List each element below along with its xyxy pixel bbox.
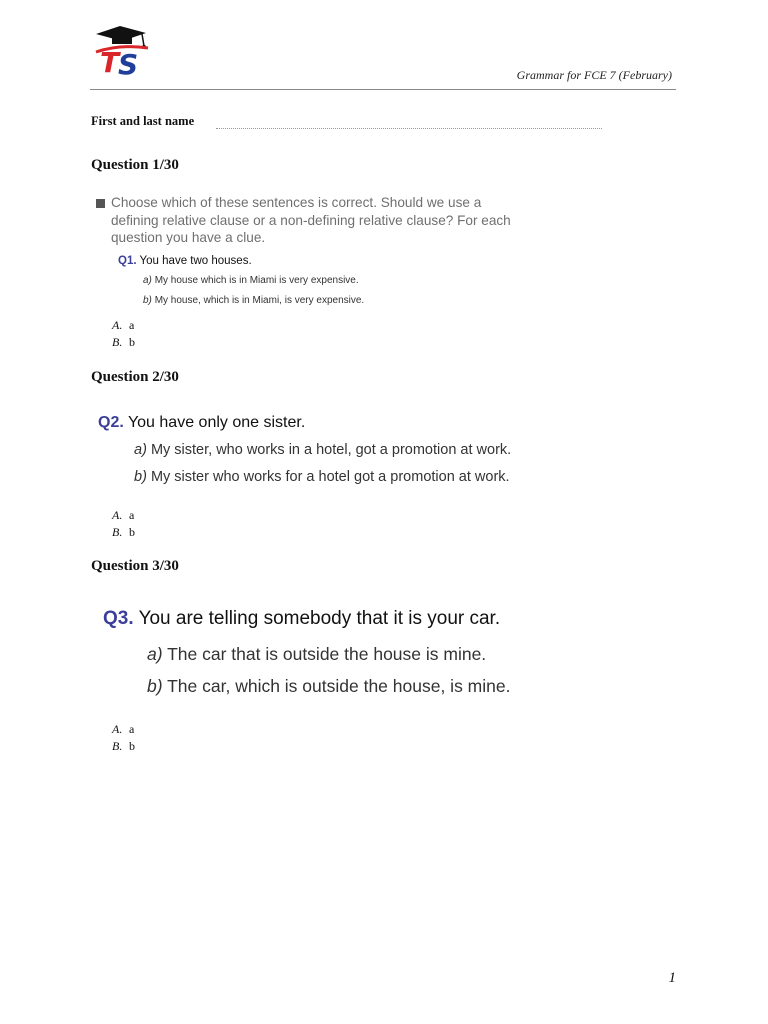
- question-3-option-b: b) The car, which is outside the house, is mine.: [147, 676, 511, 696]
- question-1-answer-b[interactable]: B. b: [112, 335, 135, 349]
- question-2-option-a: a) My sister, who works in a hotel, got a promotion at work.: [134, 442, 512, 458]
- question-1-answer-a[interactable]: A. a: [112, 318, 135, 332]
- question-2-prompt: [98, 414, 305, 432]
- question-2-clue: You have only one sister.: [127, 414, 306, 431]
- svg-text:S: S: [118, 48, 139, 81]
- document-title: Grammar for FCE 7 (February): [516, 68, 672, 82]
- question-2-heading: Question 2/30: [91, 369, 179, 385]
- question-3-heading: Question 3/30: [91, 558, 179, 574]
- question-2-answer-b[interactable]: B. b: [112, 525, 135, 539]
- question-3-prompt: [103, 608, 500, 630]
- question-3-clue: You are telling somebody that it is your car.: [138, 608, 501, 629]
- question-1-option-a: a) My house which is in Miami is very expensive.: [143, 275, 359, 286]
- svg-text:T: T: [100, 46, 120, 79]
- question-1-instruction: Choose which of these sentences is correct. Should we use a defining relative clause or a non-defining relative clause? For each question you have a clue.: [111, 195, 511, 245]
- question-3-answer-b[interactable]: B. b: [112, 739, 135, 753]
- question-3-answer-a[interactable]: A. a: [112, 722, 135, 736]
- question-3-option-a: a) The car that is outside the house is mine.: [147, 644, 487, 664]
- question-1-prompt: [118, 255, 252, 267]
- name-field-label: First and last name: [91, 114, 195, 128]
- header-divider: [90, 89, 676, 90]
- question-2-answer-a[interactable]: A. a: [112, 508, 135, 522]
- question-1-heading: Question 1/30: [91, 157, 179, 173]
- school-logo: [90, 22, 154, 82]
- question-2-number: Q2.: [98, 414, 124, 431]
- question-1-option-b: b) My house, which is in Miami, is very expensive.: [143, 295, 365, 306]
- question-1-clue: You have two houses.: [139, 255, 252, 267]
- question-3-number: Q3.: [103, 608, 134, 629]
- page-number: 1: [668, 970, 676, 986]
- name-input-line[interactable]: [216, 128, 602, 129]
- question-2-option-b: b) My sister who works for a hotel got a promotion at work.: [134, 469, 510, 485]
- question-1-number: Q1.: [118, 255, 137, 267]
- bullet-icon: [96, 199, 105, 208]
